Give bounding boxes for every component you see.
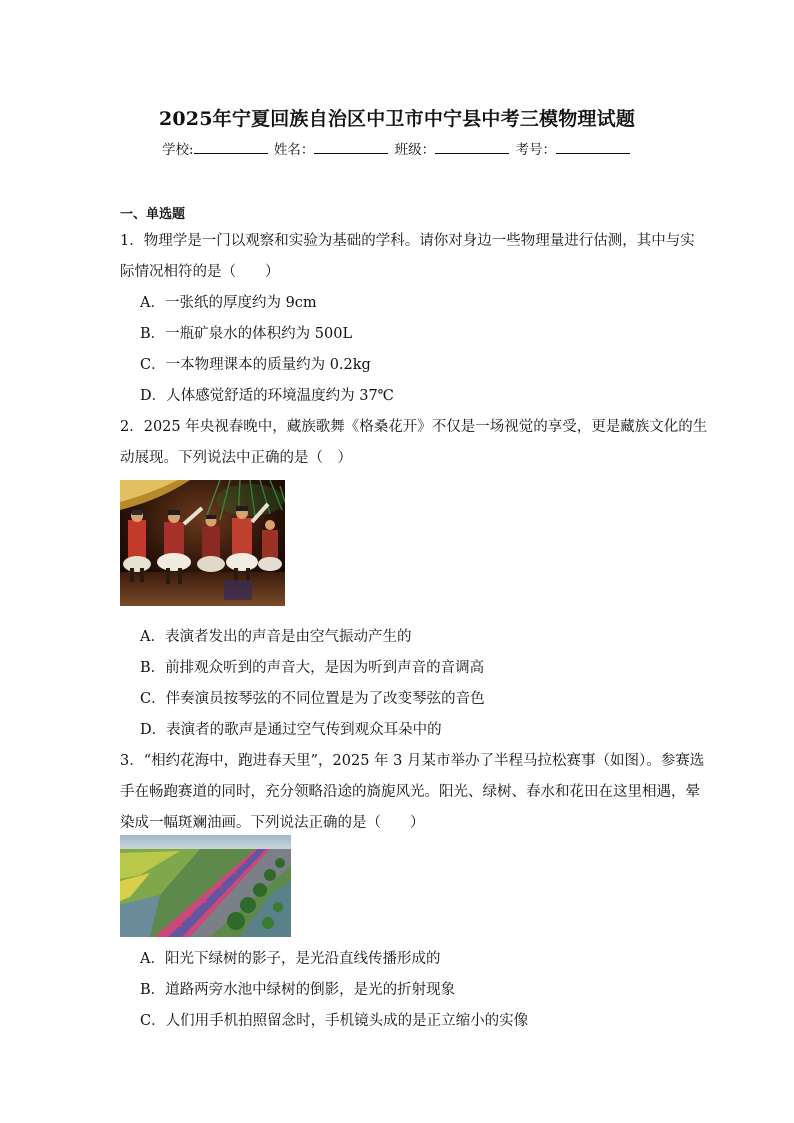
q2-stem-line-2: 动展现。下列说法中正确的是（ ） bbox=[120, 450, 352, 466]
tibetan-dance-photo bbox=[120, 480, 285, 606]
q1-option-d: D．人体感觉舒适的环境温度约为 37℃ bbox=[140, 388, 394, 404]
q2-option-d: D．表演者的歌声是通过空气传到观众耳朵中的 bbox=[140, 722, 442, 738]
q1-stem-line-1: 1．物理学是一门以观察和实验为基础的学科。请你对身边一些物理量进行估测，其中与实 bbox=[120, 233, 695, 249]
exam-title: 2025年宁夏回族自治区中卫市中宁县中考三模物理试题 bbox=[158, 108, 636, 130]
marathon-photo bbox=[120, 835, 291, 937]
school-blank[interactable] bbox=[194, 141, 268, 154]
school-label: 学校: bbox=[162, 142, 194, 158]
student-info-row bbox=[0, 138, 794, 158]
exam-number-label: 考号： bbox=[515, 142, 556, 158]
q2-option-b: B．前排观众听到的声音大，是因为听到声音的音调高 bbox=[140, 660, 485, 676]
exam-number-blank[interactable] bbox=[556, 141, 630, 154]
q3-option-c: C．人们用手机拍照留念时，手机镜头成的是正立缩小的实像 bbox=[140, 1013, 529, 1029]
q2-option-a: A．表演者发出的声音是由空气振动产生的 bbox=[140, 629, 412, 645]
q3-option-b: B．道路两旁水池中绿树的倒影，是光的折射现象 bbox=[140, 982, 456, 998]
class-label: 班级： bbox=[394, 142, 436, 158]
q2-option-c: C．伴奏演员按琴弦的不同位置是为了改变琴弦的音色 bbox=[140, 691, 485, 707]
class-blank[interactable] bbox=[435, 141, 509, 154]
section-heading: 一、单选题 bbox=[120, 207, 186, 222]
q1-option-b: B．一瓶矿泉水的体积约为 500L bbox=[140, 326, 353, 342]
name-label: 姓名： bbox=[273, 142, 315, 158]
q3-stem-line-3: 染成一幅斑斓油画。下列说法正确的是（ ） bbox=[120, 815, 425, 831]
q1-stem-line-2: 际情况相符的是（ ） bbox=[120, 264, 280, 280]
name-blank[interactable] bbox=[314, 141, 388, 154]
q3-stem-line-2: 手在畅跑赛道的同时，充分领略沿途的旖旎风光。阳光、绿树、春水和花田在这里相遇，晕 bbox=[120, 784, 700, 800]
q2-stem-line-1: 2．2025 年央视春晚中，藏族歌舞《格桑花开》不仅是一场视觉的享受，更是藏族文化的生 bbox=[120, 419, 708, 435]
q1-option-c: C．一本物理课本的质量约为 0.2kg bbox=[140, 357, 371, 373]
q1-option-a: A．一张纸的厚度约为 9cm bbox=[140, 295, 317, 311]
q3-option-a: A．阳光下绿树的影子，是光沿直线传播形成的 bbox=[140, 951, 441, 967]
q3-stem-line-1: 3．“相约花海中，跑进春天里”，2025 年 3 月某市举办了半程马拉松赛事（如图）。参赛选 bbox=[120, 753, 705, 769]
